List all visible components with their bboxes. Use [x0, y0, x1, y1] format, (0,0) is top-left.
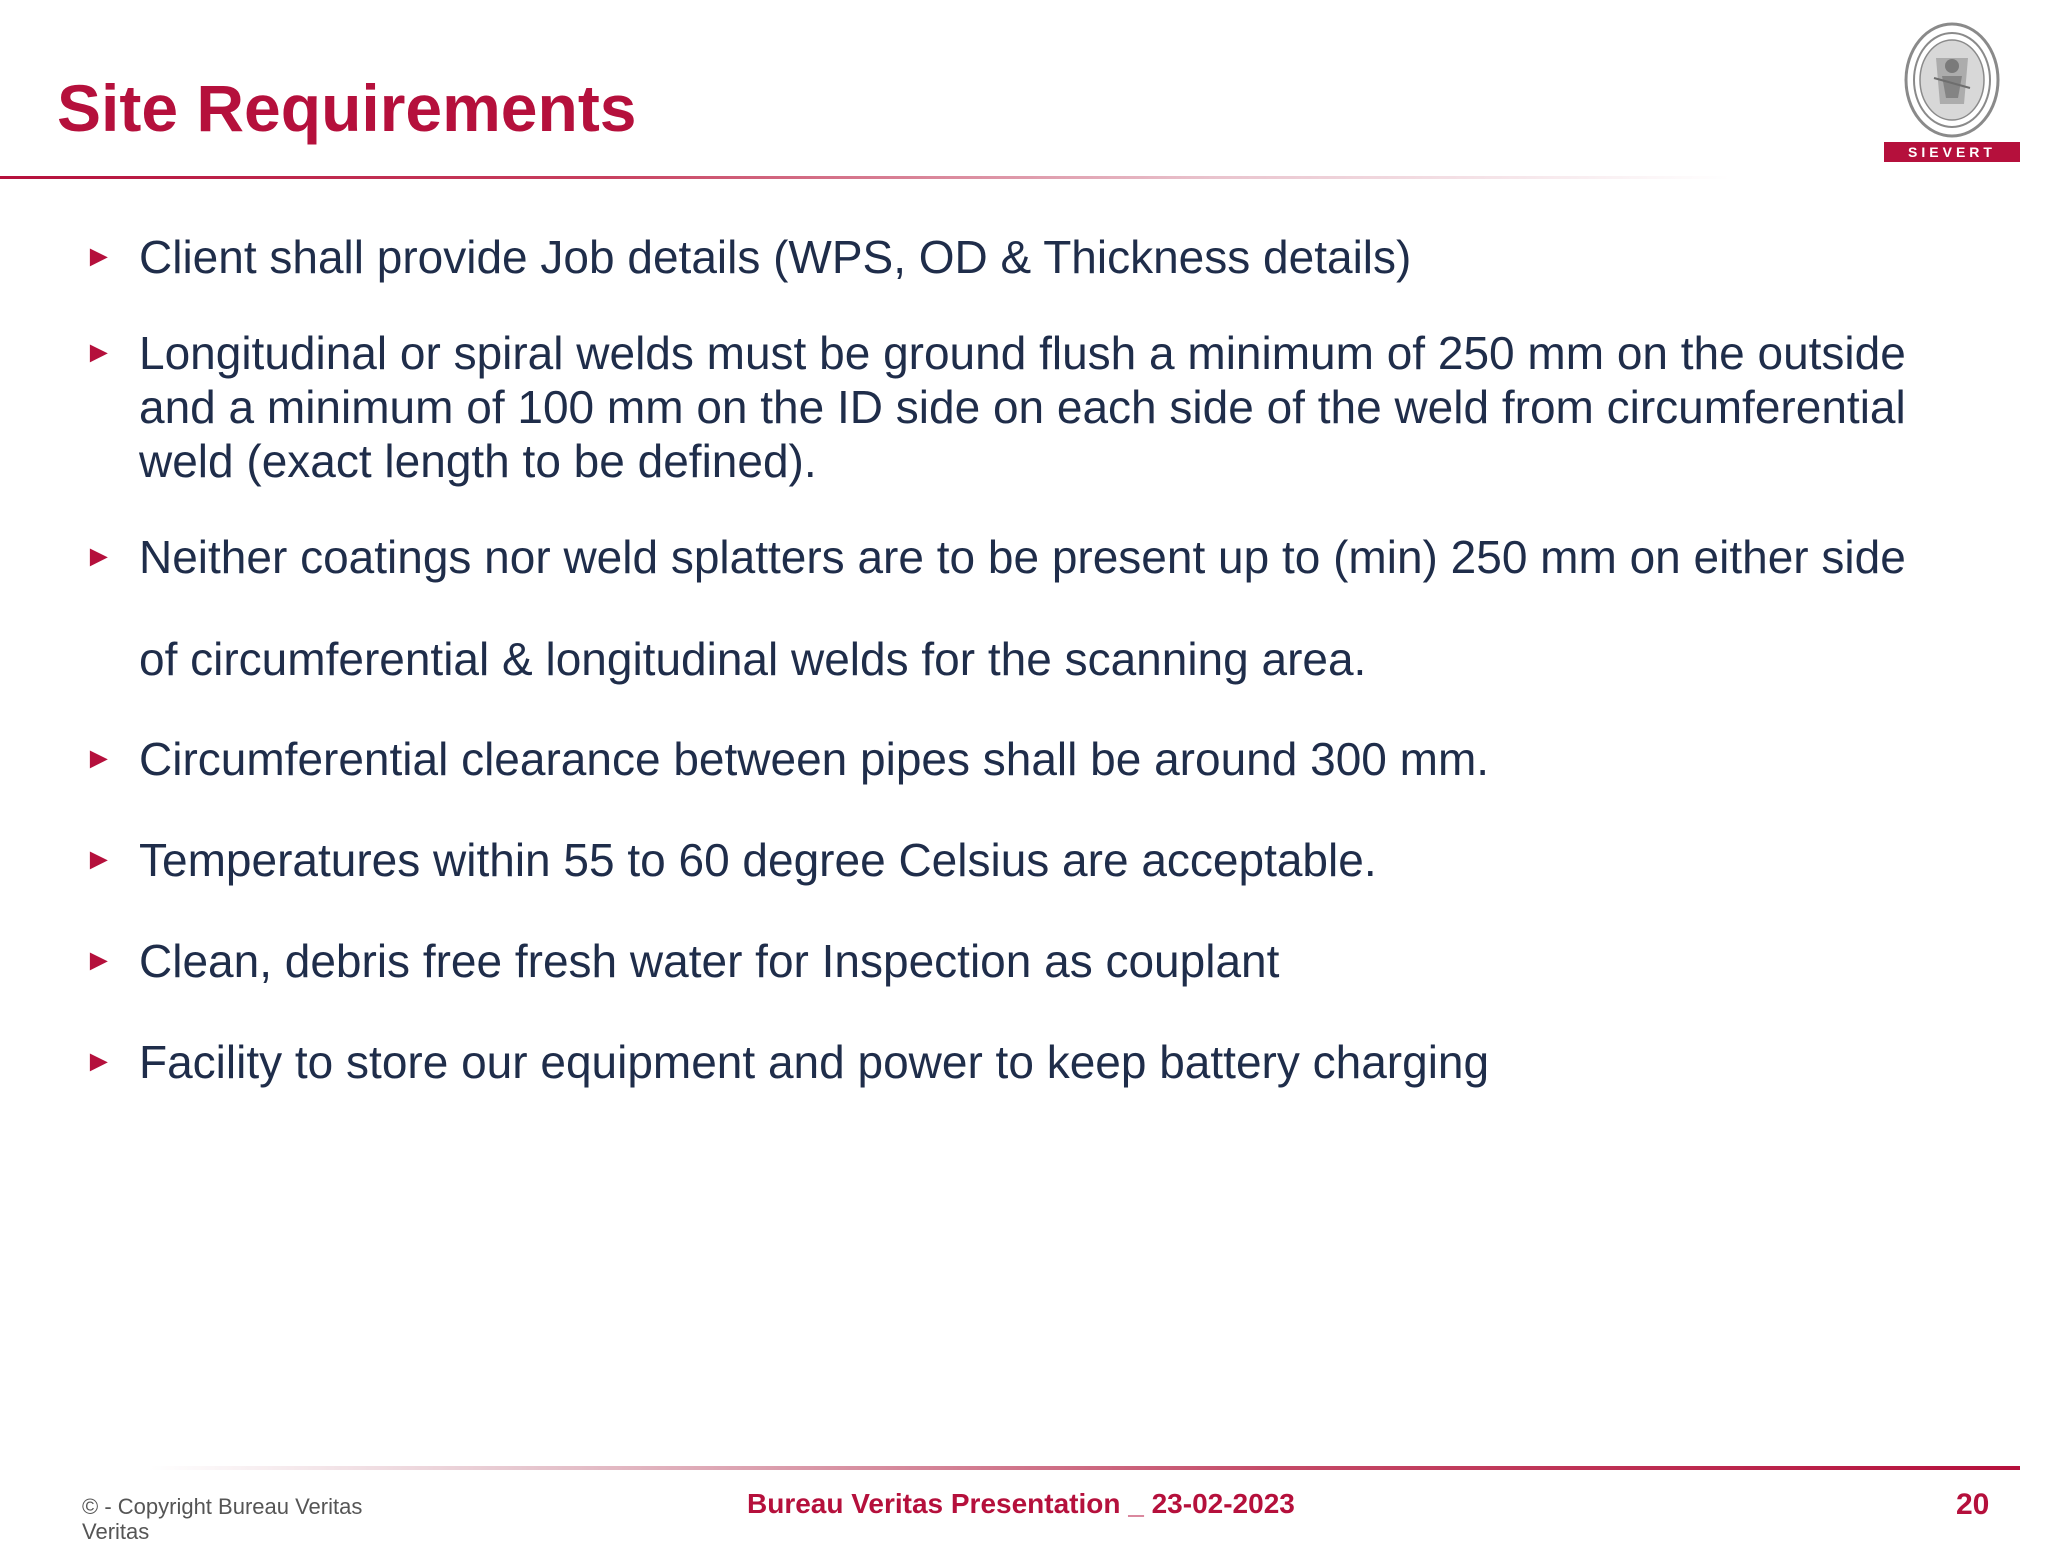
bullet-text: Facility to store our equipment and power to keep battery charging	[139, 1036, 1490, 1088]
bullet-arrow-icon: ►	[84, 944, 114, 977]
copyright-text: © - Copyright Bureau Veritas	[82, 1494, 363, 1519]
bullet-arrow-icon: ►	[84, 240, 114, 273]
bullet-text: Circumferential clearance between pipes shall be around 300 mm.	[139, 733, 1490, 785]
list-item	[84, 833, 1984, 887]
list-item	[84, 1035, 1984, 1089]
bullet-arrow-icon: ►	[84, 843, 114, 876]
list-item	[84, 732, 1984, 786]
title-divider	[0, 176, 1730, 179]
footer-divider	[150, 1466, 2020, 1470]
list-item	[84, 934, 1984, 988]
bullet-arrow-icon: ►	[84, 742, 114, 775]
bullet-text: Client shall provide Job details (WPS, OD & Thickness details)	[139, 231, 1412, 283]
copyright-text-continuation: Veritas	[82, 1519, 150, 1544]
presentation-footer: Bureau Veritas Presentation _ 23-02-2023	[747, 1488, 1295, 1519]
bureau-veritas-seal-icon	[1884, 18, 2020, 162]
logo-label: SIEVERT	[1908, 144, 1996, 160]
list-item	[84, 230, 1984, 284]
bullet-text: Longitudinal or spiral welds must be ground flush a minimum of 250 mm on the outside and a minimum of 100 mm on the ID side on each side of the weld from circumferential weld (exact length to be defined).	[139, 327, 1906, 487]
list-item	[84, 530, 1984, 710]
bullet-text: Clean, debris free fresh water for Inspection as couplant	[139, 935, 1280, 987]
slide-title: Site Requirements	[57, 71, 637, 145]
bureau-veritas-logo	[1884, 18, 2020, 162]
bullet-arrow-icon: ►	[84, 540, 114, 573]
bullet-text: Neither coatings nor weld splatters are to be present up to (min) 250 mm on either side of circumferential & longitudinal welds for the scanning area.	[139, 531, 1906, 685]
bullet-text: Temperatures within 55 to 60 degree Celsius are acceptable.	[139, 834, 1377, 886]
bullet-arrow-icon: ►	[84, 336, 114, 369]
list-item	[84, 326, 1984, 488]
page-number: 20	[1956, 1488, 1990, 1521]
bullet-arrow-icon: ►	[84, 1045, 114, 1078]
